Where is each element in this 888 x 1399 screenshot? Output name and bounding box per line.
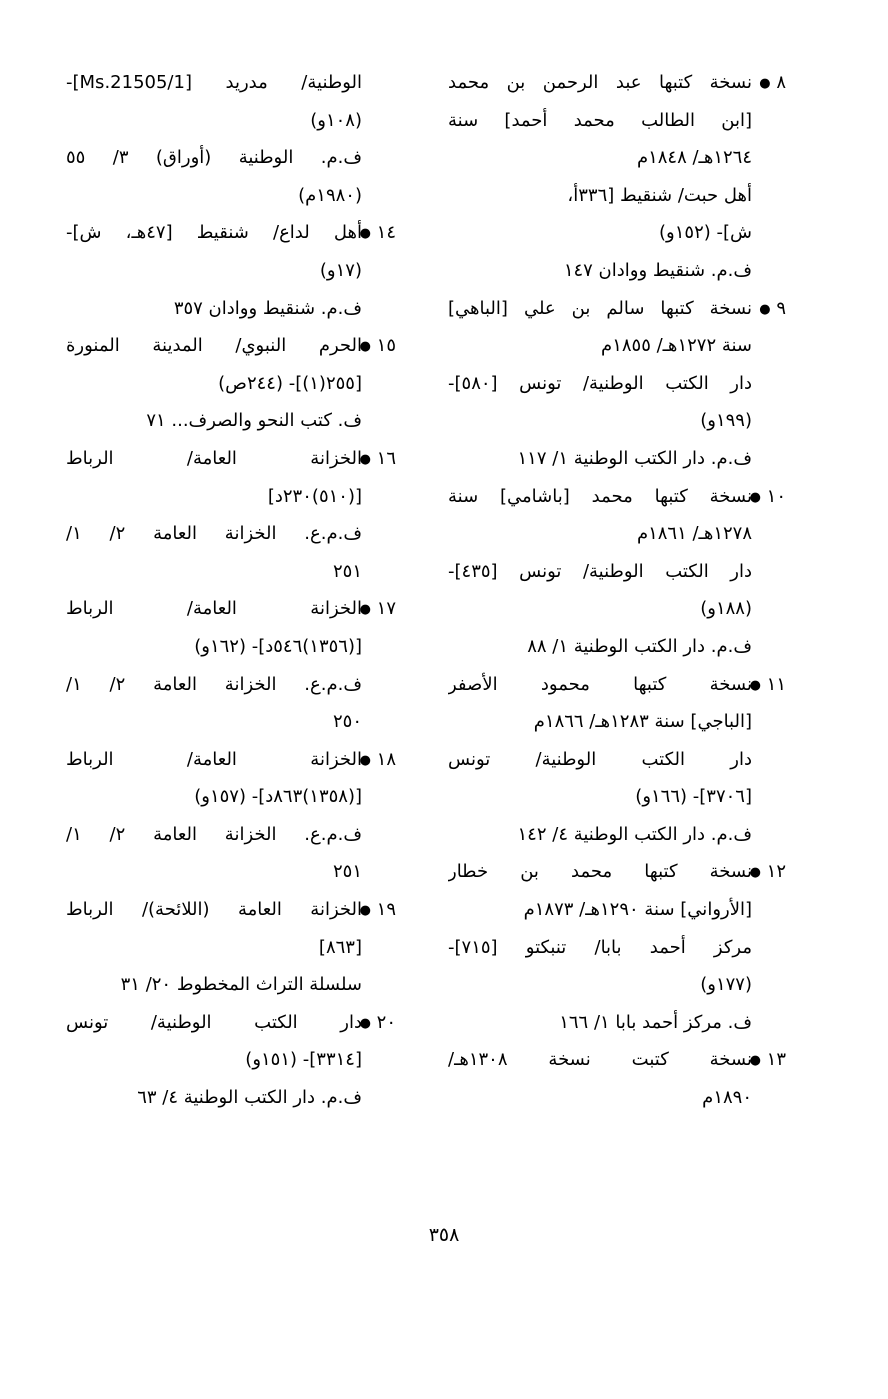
bullet-icon: ● [359,451,371,467]
entry-line: الخزانة العامة (اللائحة)/ الرباط [66,899,362,921]
entry-number-text: ١٩ [376,899,396,921]
entry-line: ف.م. دار الكتب الوطنية ٤/ ١٤٢ [517,823,752,845]
entry-line: ش]- (١٥٢و) [659,222,752,244]
entry-line: أهل حبت/ شنقيط [٣٣٦أ، [567,184,752,206]
entry-line: [الأرواني] سنة ١٢٩٠هـ/ ١٨٧٣م [523,899,752,921]
bullet-icon: ● [359,752,371,768]
entry-number-text: ٩ [776,297,786,319]
entry-line: [٣٣١٤]- (١٥١و) [245,1049,362,1071]
entry-line: ف.م. الوطنية (أوراق) ٣/ ٥٥ [66,147,362,169]
entry-line: (١٩٨٠م) [298,184,362,206]
entry-line: ف.م. شنقيط ووادان ١٤٧ [563,259,752,281]
entry-line: نسخة كتبها محمود الأصفر [448,673,752,695]
entry-line: دار الكتب الوطنية/ تونس [66,1011,362,1033]
entry-line: أهل لداع/ شنقيط [٤٧هـ، ش]- [66,222,362,244]
bullet-icon: ● [359,903,371,919]
entry-line: الخزانة العامة/ الرباط [66,748,362,770]
entry-line: [٣٧٠٦]- (١٦٦و) [635,786,752,808]
entry-line: سنة ١٢٧٢هـ/ ١٨٥٥م [601,335,752,357]
entry-number [759,64,786,103]
entry-number-text: ١٤ [376,222,396,244]
page-number: ٣٥٨ [428,1224,460,1246]
entry-number [360,327,396,366]
entry-line: (١٩٩و) [700,410,752,432]
entry-line: ف.م. دار الكتب الوطنية ١/ ٨٨ [527,635,752,657]
entry-line: [ابن الطالب محمد أحمد] سنة [448,109,752,131]
entry-number [750,1041,786,1080]
entry-line: نسخة كتبها عبد الرحمن بن محمد [448,72,752,93]
entry-number [360,590,396,629]
entry-line: ٢٥٠ [332,711,362,733]
bullet-icon: ● [359,226,371,242]
entry-number [360,741,396,780]
catalog-entry [448,853,786,1041]
entry-number-text: ١١ [766,673,786,695]
entry-line: ف.م.ع. الخزانة العامة ٢/ ١/ [66,823,362,845]
entry-number [360,1004,396,1043]
bullet-icon: ● [749,865,761,881]
bullet-icon: ● [759,301,771,317]
bullet-icon: ● [749,1053,761,1069]
bullet-icon: ● [359,1015,371,1031]
entry-line: ٢٥١ [332,861,362,883]
entry-line: دار الكتب الوطنية/ تونس [448,748,752,770]
catalog-entry [448,666,786,854]
left-column [66,64,396,1117]
catalog-entry [448,64,786,290]
catalog-entry [66,214,396,327]
entry-number [750,478,786,517]
catalog-entry [448,290,786,478]
entry-line: ف. كتب النحو والصرف... ٧١ [146,410,362,432]
entry-number-text: ٢٠ [376,1011,396,1033]
entry-line: نسخة كتبها سالم بن علي [الباهي] [448,297,752,319]
entry-line: ف.م. دار الكتب الوطنية ٤/ ٦٣ [137,1087,362,1109]
entry-number [360,440,396,479]
entry-line: نسخة كتبها محمد [باشامي] سنة [448,485,752,507]
entry-number-text: ١٠ [766,485,786,507]
entry-line: ف.م. دار الكتب الوطنية ١/ ١١٧ [517,447,752,469]
catalog-entry [66,590,396,740]
catalog-entry [448,478,786,666]
entry-number-text: ١٣ [766,1049,786,1071]
entry-number-text: ١٨ [376,748,396,770]
entry-line: الحرم النبوي/ المدينة المنورة [66,335,362,357]
right-column [448,64,786,1117]
entry-line: سلسلة التراث المخطوط ٢٠/ ٣١ [120,974,362,996]
entry-line: مركز أحمد بابا/ تنبكتو [٧١٥]- [448,936,752,958]
entry-number-text: ٨ [776,72,786,93]
entry-number [360,891,396,930]
entry-line: [٨٦٣] [318,936,362,958]
entry-line: (١٠٨و) [310,109,362,131]
entry-line: دار الكتب الوطنية/ تونس [٤٣٥]- [448,560,752,582]
catalog-entry [66,1004,396,1117]
entry-number [750,853,786,892]
entry-line: الوطنية/ مدريد [Ms.21505/1]- [66,72,362,93]
entry-line: ف.م.ع. الخزانة العامة ٢/ ١/ [66,523,362,545]
bullet-icon: ● [359,602,371,618]
entry-line: [٢٥٥(١)]- (٢٤٤ص) [218,372,362,394]
catalog-entry [66,64,396,214]
entry-line: نسخة كتبها محمد بن خطار [448,861,752,883]
entry-number [360,214,396,253]
entry-line: (١٧٧و) [700,974,752,996]
entry-number-text: ١٧ [376,598,396,620]
entry-line: الخزانة العامة/ الرباط [66,447,362,469]
entry-line: [الباجي] سنة ١٢٨٣هـ/ ١٨٦٦م [533,711,752,733]
entry-number-text: ١٥ [376,335,396,357]
entry-line: (١٨٨و) [700,598,752,620]
entry-line: ١٨٩٠م [702,1087,752,1109]
entry-number [750,666,786,705]
entry-line: ١٢٦٤هـ/ ١٨٤٨م [636,147,752,169]
bullet-icon: ● [359,339,371,355]
entry-line: ف.م. شنقيط ووادان ٣٥٧ [173,297,362,319]
catalog-entry [66,741,396,891]
entry-line: [(٥١٠)٢٣٠د] [267,485,362,507]
bullet-icon: ● [749,489,761,505]
entry-number-text: ١٦ [376,447,396,469]
bullet-icon: ● [749,677,761,693]
entry-number [759,290,786,329]
entry-line: نسخة كتبت نسخة ١٣٠٨هـ/ [448,1049,752,1071]
catalog-entry [66,440,396,590]
entry-number-text: ١٢ [766,861,786,883]
entry-line: [(١٣٥٨)٨٦٣د]- (١٥٧و) [194,786,362,808]
entry-line: ٢٥١ [332,560,362,582]
catalog-entry [448,1041,786,1116]
entry-line: الخزانة العامة/ الرباط [66,598,362,620]
entry-line: ف. مركز أحمد بابا ١/ ١٦٦ [559,1011,752,1033]
catalog-entry [66,327,396,440]
catalog-entry [66,891,396,1004]
bullet-icon: ● [759,76,771,91]
entry-line: [(١٣٥٦)٥٤٦د]- (١٦٢و) [194,635,362,657]
entry-line: ف.م.ع. الخزانة العامة ٢/ ١/ [66,673,362,695]
entry-line: ١٢٧٨هـ/ ١٨٦١م [636,523,752,545]
entry-line: (١٧و) [319,259,362,281]
entry-line: دار الكتب الوطنية/ تونس [٥٨٠]- [448,372,752,394]
